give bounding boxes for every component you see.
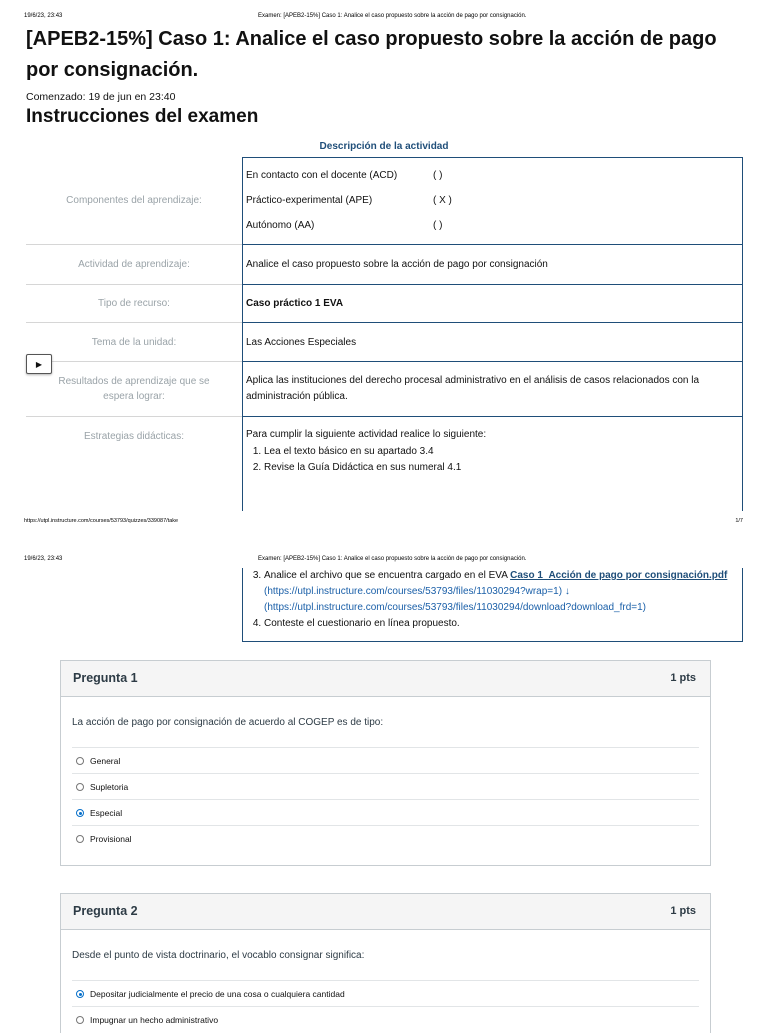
resource-cell: Caso práctico 1 EVA [242,285,743,323]
question-text: Desde el punto de vista doctrinario, el vocablo consignar significa: [72,950,365,961]
question-header [61,661,710,697]
answer-option[interactable]: General [72,747,699,774]
question-points: 1 pts [670,905,696,917]
print-date: 19/6/23, 23:43 [24,13,63,19]
play-button[interactable] [26,354,52,374]
row-label-strategies: Estrategias didácticas: [83,431,185,442]
question-title: Pregunta 1 [73,671,138,685]
row-label-unit-topic: Tema de la unidad: [26,323,242,362]
started-timestamp: Comenzado: 19 de jun en 23:40 [26,91,176,103]
table-caption: Descripción de la actividad [319,141,449,152]
component-acd: En contacto con el docente (ACD) ( ) [246,170,443,181]
question-header [61,894,710,930]
component-aa: Autónomo (AA) ( ) [246,220,443,231]
radio-button[interactable] [76,783,84,791]
print-title: Examen: [APEB2-15%] Caso 1: Analice el caso propuesto sobre la acción de pago por consignación. [258,556,527,562]
strategies-intro: Para cumplir la siguiente actividad realice lo siguiente: [246,429,487,440]
step-4: 4. Conteste el cuestionario en línea propuesto. [264,616,739,632]
component-ape: Práctico-experimental (APE) ( X ) [246,195,452,206]
answer-option[interactable]: Depositar judicialmente el precio de una cosa o cualquiera cantidad [72,980,699,1007]
print-header-2 [0,556,768,566]
strategies-cell-continued [242,568,743,642]
print-date: 19/6/23, 23:43 [24,556,63,562]
question-title: Pregunta 2 [73,904,138,918]
answer-option[interactable]: Especial [72,799,699,826]
answer-option[interactable]: Supletoria [72,773,699,800]
play-icon: ▶ [35,359,43,369]
activity-cell: Analice el caso propuesto sobre la acción de pago por consignación [242,245,743,285]
row-label-outcomes: Resultados de aprendizaje que se espera lograr: [26,362,242,417]
download-url[interactable]: (https://utpl.instructure.com/courses/53793/files/11030294/download?download_frd=1) [264,602,646,613]
unit-topic-cell: Las Acciones Especiales [242,323,743,362]
file-url[interactable]: (https://utpl.instructure.com/courses/53793/files/11030294?wrap=1) [264,586,563,597]
print-page-number: 1/7 [735,518,743,524]
quiz-title: [APEB2-15%] Caso 1: Analice el caso propuesto sobre la acción de pago por consignación. [26,28,717,81]
question-points: 1 pts [670,672,696,684]
outcomes-cell: Aplica las instituciones del derecho procesal administrativo en el análisis de casos relacionados con la administración pública. [242,362,743,417]
radio-button[interactable] [76,835,84,843]
case-pdf-link[interactable]: Caso 1_Acción de pago por consignación.pdf [510,570,728,581]
download-icon[interactable]: ↓ [564,586,570,597]
step-1: 1. Lea el texto básico en su apartado 3.4 [264,444,739,460]
question-1 [60,660,711,866]
step-3: 3. Analice el archivo que se encuentra cargado en el EVA Caso 1_Acción de pago por consignación.pdf (https://utpl.instructure.com/courses/53793/files/11030294?wrap=1) ↓ (https://utpl.instructure.com/courses/53793/files/11030294/download?download_frd=1) [264,568,739,616]
radio-button-selected[interactable] [76,809,84,817]
print-footer-url: https://utpl.instructure.com/courses/53793/quizzes/339087/take [24,518,179,524]
print-header [0,13,768,23]
row-label-activity: Actividad de aprendizaje: [26,245,242,285]
instructions-heading: Instrucciones del examen [26,106,259,127]
answer-option[interactable]: Impugnar un hecho administrativo [72,1006,699,1033]
print-title: Examen: [APEB2-15%] Caso 1: Analice el caso propuesto sobre la acción de pago por consignación. [258,13,527,19]
radio-button-selected[interactable] [76,990,84,998]
step-2: 2. Revise la Guía Didáctica en sus numeral 4.1 [264,460,739,476]
strategies-cell [242,417,743,511]
question-2 [60,893,711,1033]
components-cell [242,157,743,245]
row-label-components: Componentes del aprendizaje: [26,157,242,245]
answer-option[interactable]: Provisional [72,825,699,852]
question-text: La acción de pago por consignación de acuerdo al COGEP es de tipo: [72,717,384,728]
radio-button[interactable] [76,1016,84,1024]
row-label-resource: Tipo de recurso: [26,285,242,323]
radio-button[interactable] [76,757,84,765]
